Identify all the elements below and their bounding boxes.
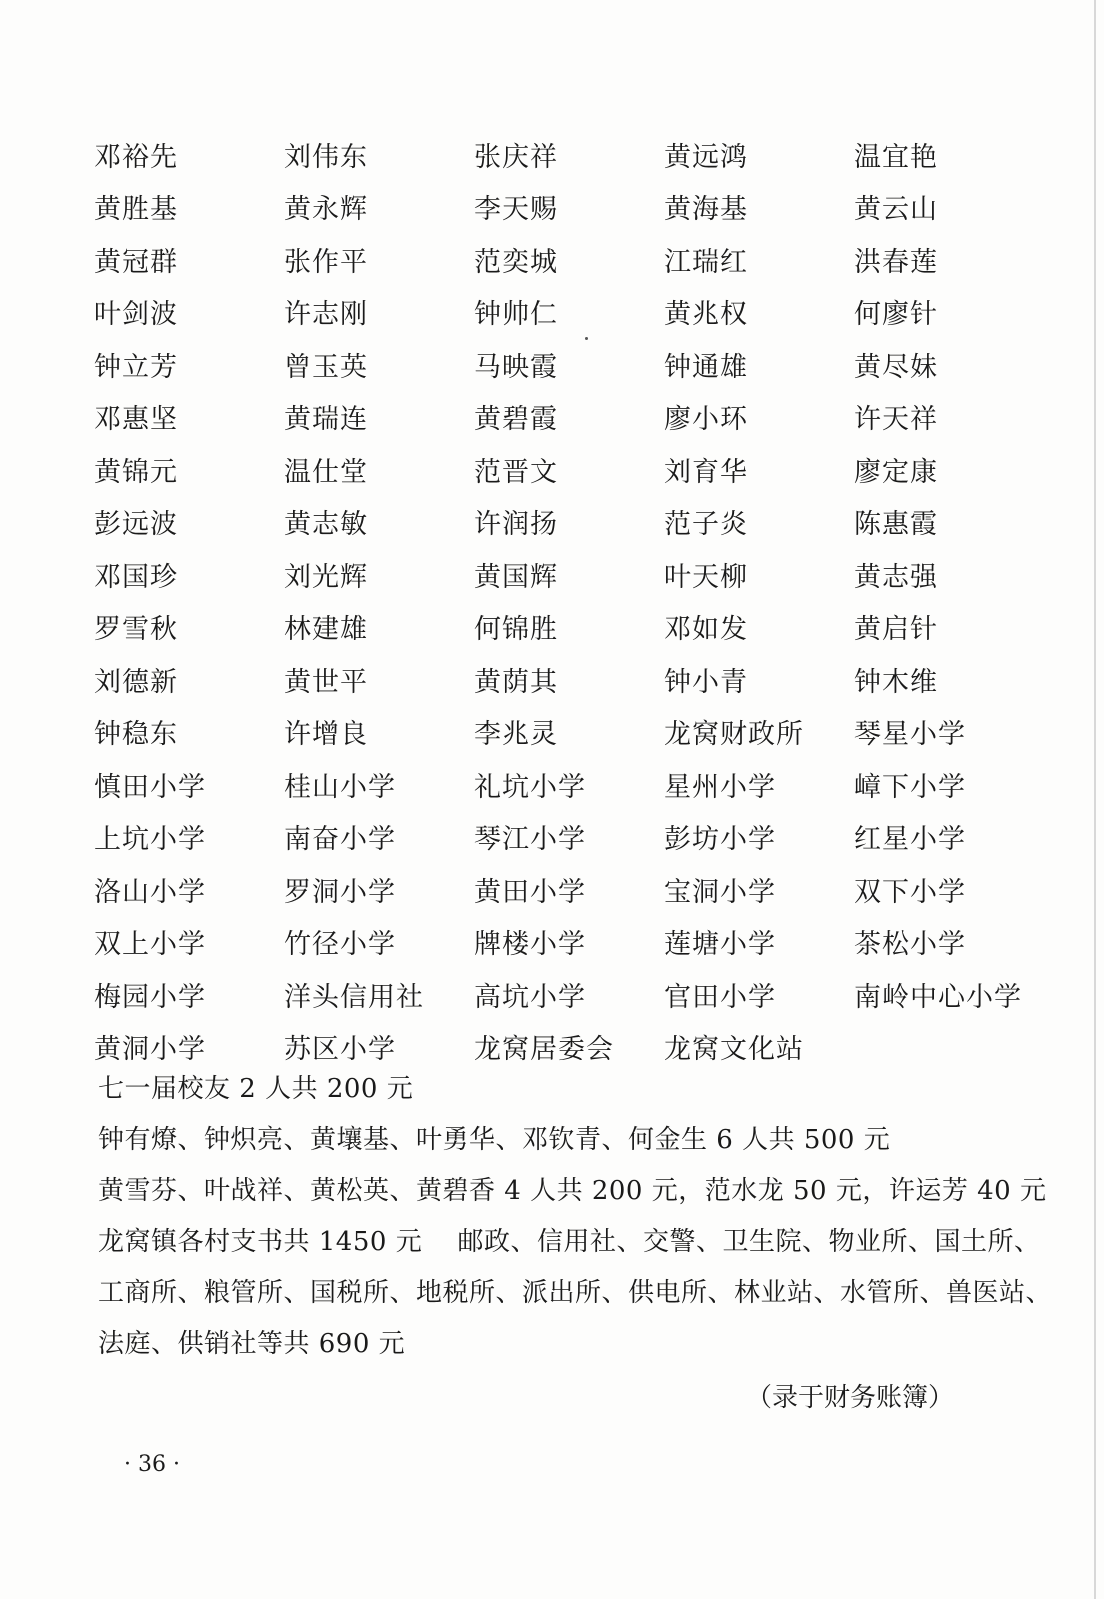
donor-name: 钟通雄 — [664, 351, 748, 383]
donor-name: 叶天柳 — [664, 561, 748, 593]
paragraph-line: 工商所、粮管所、国税所、地税所、派出所、供电所、林业站、水管所、兽医站、 — [98, 1278, 1053, 1308]
donor-name: 黄冠群 — [94, 246, 178, 278]
donor-name: 钟帅仁 — [474, 299, 558, 331]
donor-name: 黄永辉 — [284, 194, 368, 226]
name-row — [94, 811, 1054, 864]
donor-name: 何锦胜 — [474, 614, 558, 646]
donor-name: 桂山小学 — [284, 771, 396, 803]
name-row — [94, 916, 1054, 969]
donor-name: 张作平 — [284, 246, 368, 278]
source-note: （录于财务账簿） — [745, 1383, 954, 1413]
donor-name: 张庆祥 — [474, 141, 558, 173]
donor-name: 温宜艳 — [854, 141, 938, 173]
donor-name: 黄荫其 — [474, 666, 558, 698]
name-row — [94, 758, 1054, 811]
donor-name: 邓如发 — [664, 614, 748, 646]
donor-name: 琴江小学 — [474, 824, 586, 856]
donor-name: 马映霞 — [474, 351, 558, 383]
donor-name: 双上小学 — [94, 929, 206, 961]
donor-name: 星州小学 — [664, 771, 776, 803]
donor-name: 龙窝居委会 — [474, 1034, 614, 1066]
donor-name: 黄远鸿 — [664, 141, 748, 173]
donor-name: 刘育华 — [664, 456, 748, 488]
donor-name: 钟木维 — [854, 666, 938, 698]
donor-name: 温仕堂 — [284, 456, 368, 488]
donor-name: 刘德新 — [94, 666, 178, 698]
donor-name: 洛山小学 — [94, 876, 206, 908]
donor-name: 黄国辉 — [474, 561, 558, 593]
donor-name: 莲塘小学 — [664, 929, 776, 961]
donor-name: 范晋文 — [474, 456, 558, 488]
donor-name: 黄洞小学 — [94, 1034, 206, 1066]
name-row — [94, 548, 1054, 601]
name-row — [94, 391, 1054, 444]
donation-text-block — [98, 1064, 1053, 1370]
name-row — [94, 181, 1054, 234]
donor-name: 黄启针 — [854, 614, 938, 646]
donor-name: 红星小学 — [854, 824, 966, 856]
donor-name: 黄田小学 — [474, 876, 586, 908]
page-edge — [1094, 0, 1096, 1599]
name-row — [94, 706, 1054, 759]
donor-name: 彭坊小学 — [664, 824, 776, 856]
donor-name: 黄锦元 — [94, 456, 178, 488]
name-row — [94, 338, 1054, 391]
donor-name: 礼坑小学 — [474, 771, 586, 803]
donor-name: 林建雄 — [284, 614, 368, 646]
donor-name: 江瑞红 — [664, 246, 748, 278]
donor-name: 竹径小学 — [284, 929, 396, 961]
donor-name: 黄云山 — [854, 194, 938, 226]
donor-name: 龙窝文化站 — [664, 1034, 804, 1066]
donor-name: 刘光辉 — [284, 561, 368, 593]
donor-name: 廖定康 — [854, 456, 938, 488]
donor-name: 刘伟东 — [284, 141, 368, 173]
donor-name: 嶂下小学 — [854, 771, 966, 803]
paragraph-line: 黄雪芬、叶战祥、黄松英、黄碧香 4 人共 200 元，范水龙 50 元，许运芳 40 元 — [98, 1176, 1047, 1206]
name-row — [94, 128, 1054, 181]
name-row — [94, 601, 1054, 654]
donor-name: 钟立芳 — [94, 351, 178, 383]
donor-name: 黄瑞连 — [284, 404, 368, 436]
donor-name: 洋头信用社 — [284, 981, 424, 1013]
donor-name: 罗雪秋 — [94, 614, 178, 646]
paragraph-line: 七一届校友 2 人共 200 元 — [98, 1074, 414, 1104]
donor-name: 宝洞小学 — [664, 876, 776, 908]
page-number: · 36 · — [124, 1452, 180, 1477]
name-row — [94, 286, 1054, 339]
donor-name: 上坑小学 — [94, 824, 206, 856]
donor-name: 黄胜基 — [94, 194, 178, 226]
donor-name: 许润扬 — [474, 509, 558, 541]
donor-name: 南岭中心小学 — [854, 981, 1022, 1013]
donor-name: 李兆灵 — [474, 719, 558, 751]
paragraph-line: 法庭、供销社等共 690 元 — [98, 1329, 406, 1359]
name-row — [94, 233, 1054, 286]
name-row — [94, 653, 1054, 706]
donor-name: 黄碧霞 — [474, 404, 558, 436]
donor-name: 黄尽妹 — [854, 351, 938, 383]
donor-name: 高坑小学 — [474, 981, 586, 1013]
donor-name: 范奕城 — [474, 246, 558, 278]
paragraph-line: 钟有燎、钟炽亮、黄壤基、叶勇华、邓钦青、何金生 6 人共 500 元 — [98, 1125, 891, 1155]
donor-name: 罗洞小学 — [284, 876, 396, 908]
name-row — [94, 968, 1054, 1021]
donor-name: 廖小环 — [664, 404, 748, 436]
donor-name: 叶剑波 — [94, 299, 178, 331]
donor-name: 许志刚 — [284, 299, 368, 331]
donor-name: 范子炎 — [664, 509, 748, 541]
donor-name: 黄志敏 — [284, 509, 368, 541]
donor-name-grid — [94, 128, 1054, 1073]
donor-name: 茶松小学 — [854, 929, 966, 961]
donor-name: 南奋小学 — [284, 824, 396, 856]
donor-name: 彭远波 — [94, 509, 178, 541]
donor-name: 邓国珍 — [94, 561, 178, 593]
donor-name: 牌楼小学 — [474, 929, 586, 961]
donor-name: 梅园小学 — [94, 981, 206, 1013]
donor-name: 曾玉英 — [284, 351, 368, 383]
donor-name: 琴星小学 — [854, 719, 966, 751]
paragraph-line: 龙窝镇各村支书共 1450 元 邮政、信用社、交警、卫生院、物业所、国土所、 — [98, 1227, 1041, 1257]
donor-name: 黄海基 — [664, 194, 748, 226]
donor-name: 黄世平 — [284, 666, 368, 698]
donor-name: 龙窝财政所 — [664, 719, 804, 751]
donor-name: 洪春莲 — [854, 246, 938, 278]
donor-name: 钟稳东 — [94, 719, 178, 751]
donor-name: 慎田小学 — [94, 771, 206, 803]
donor-name: 钟小青 — [664, 666, 748, 698]
name-row — [94, 496, 1054, 549]
donor-name: 许天祥 — [854, 404, 938, 436]
donor-name: 邓裕先 — [94, 141, 178, 173]
donor-name: 双下小学 — [854, 876, 966, 908]
donor-name: 陈惠霞 — [854, 509, 938, 541]
donor-name: 李天赐 — [474, 194, 558, 226]
donor-name: 何廖针 — [854, 299, 938, 331]
donor-name: 黄志强 — [854, 561, 938, 593]
name-row — [94, 443, 1054, 496]
donor-name: 黄兆权 — [664, 299, 748, 331]
donor-name: 许增良 — [284, 719, 368, 751]
donor-name: 官田小学 — [664, 981, 776, 1013]
donor-name: 苏区小学 — [284, 1034, 396, 1066]
name-row — [94, 863, 1054, 916]
donor-name: 邓惠坚 — [94, 404, 178, 436]
